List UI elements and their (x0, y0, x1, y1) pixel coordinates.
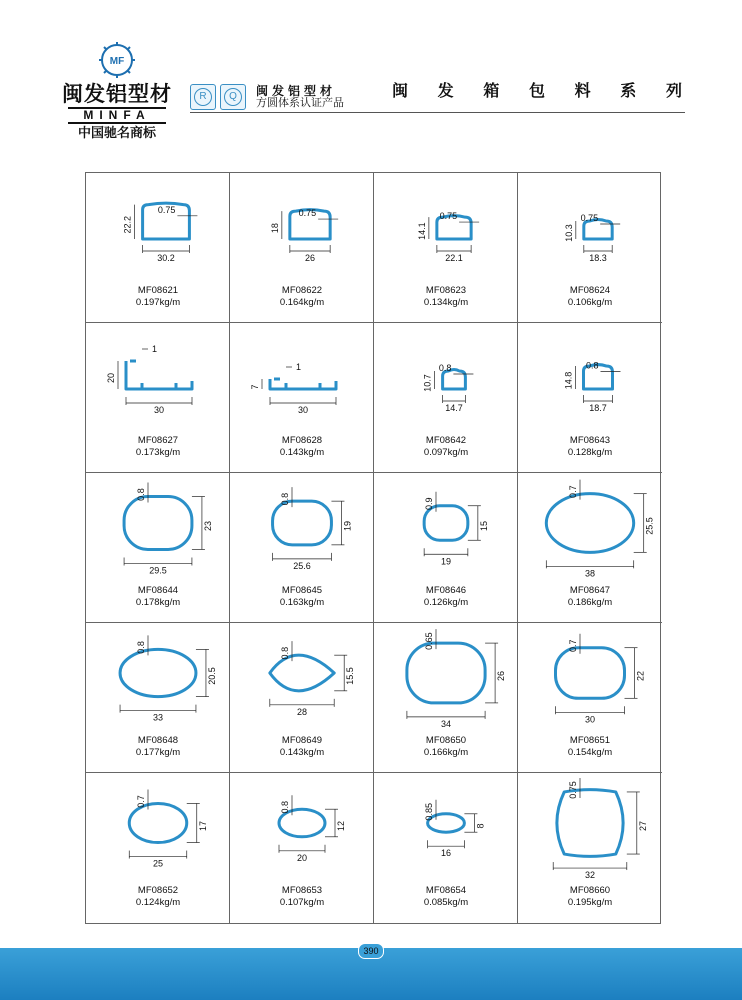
brand-logo (62, 40, 172, 138)
profile-cell (374, 173, 518, 323)
profile-weight: 0.178kg/m (135, 597, 181, 608)
brand-emblem-text: MF (109, 56, 125, 67)
profile-outline (273, 501, 332, 545)
profile-weight: 0.128kg/m (567, 447, 613, 458)
profile-weight: 0.124kg/m (135, 897, 181, 908)
height-label: 26 (496, 670, 507, 682)
thickness-label: 0.7 (568, 639, 578, 652)
height-label: 25.5 (644, 517, 655, 535)
height-label: 19 (342, 520, 353, 532)
thickness-label: 0.8 (280, 492, 290, 506)
profile-cell (518, 173, 662, 323)
profile-code: MF08627 (137, 435, 179, 446)
height-label: 20.5 (206, 667, 217, 685)
profile-caption (86, 885, 230, 909)
height-label: 22.2 (122, 216, 133, 234)
profile-caption (374, 435, 518, 459)
profile-cell (230, 623, 374, 773)
brand-english: MINFA (68, 107, 166, 124)
height-label: 18 (269, 223, 280, 234)
profile-caption (86, 435, 230, 459)
profile-drawing (86, 773, 230, 883)
profile-outline (407, 643, 485, 703)
profile-drawing (518, 473, 662, 583)
profile-code: MF08651 (569, 735, 611, 746)
thickness-label: 0.75 (568, 781, 578, 799)
width-label: 26 (304, 253, 316, 263)
profile-drawing (86, 473, 230, 583)
profile-drawing (374, 173, 518, 283)
profile-cell (86, 173, 230, 323)
certification-mark (190, 84, 344, 110)
profile-code: MF08628 (281, 435, 323, 446)
profile-weight: 0.166kg/m (423, 747, 469, 758)
width-label: 30 (153, 405, 165, 415)
profile-weight: 0.195kg/m (567, 897, 613, 908)
width-label: 34 (440, 718, 452, 729)
profile-caption (374, 885, 518, 909)
profile-code: MF08643 (569, 435, 611, 446)
profile-caption (518, 585, 662, 609)
profile-caption (230, 285, 374, 309)
width-label: 28 (296, 706, 308, 717)
cert-line1: 闽发铝型材 (256, 84, 337, 98)
thickness-label: 0.75 (157, 204, 176, 215)
height-label: 17 (197, 820, 208, 832)
thickness-label: 0.75 (298, 208, 317, 219)
profile-code: MF08642 (425, 435, 467, 446)
profile-cell (86, 323, 230, 473)
profile-weight: 0.143kg/m (279, 447, 325, 458)
profile-weight: 0.134kg/m (423, 297, 469, 308)
height-label: 15.5 (345, 667, 356, 685)
profile-cell (374, 773, 518, 923)
profile-code: MF08652 (137, 885, 179, 896)
series-char: 列 (665, 81, 682, 100)
thickness-label: 0.75 (580, 213, 599, 223)
profile-drawing (374, 323, 518, 433)
profile-code: MF08653 (281, 885, 323, 896)
profile-code: MF08621 (137, 285, 179, 296)
profile-caption (374, 585, 518, 609)
thickness-label: 0.85 (424, 803, 434, 821)
profile-cell (230, 173, 374, 323)
profile-caption (518, 435, 662, 459)
profile-grid (85, 172, 661, 924)
profile-weight: 0.163kg/m (279, 597, 325, 608)
cert-badge-r-letter: R (194, 88, 212, 106)
width-label: 16 (440, 848, 452, 859)
profile-drawing (86, 173, 230, 283)
profile-caption (230, 585, 374, 609)
page-number: 390 (358, 943, 384, 959)
profile-cell (518, 323, 662, 473)
thickness-label: 0.7 (568, 485, 578, 498)
profile-caption (374, 735, 518, 759)
profile-drawing (230, 323, 374, 433)
width-label: 25 (152, 858, 164, 869)
profile-cell (86, 473, 230, 623)
thickness-label: 0.8 (585, 360, 599, 371)
profile-drawing (374, 623, 518, 733)
width-label: 30.2 (157, 253, 175, 263)
cert-line2: 方圆体系认证产品 (256, 97, 344, 109)
profile-weight: 0.143kg/m (279, 747, 325, 758)
profile-drawing (230, 773, 374, 883)
profile-code: MF08650 (425, 735, 467, 746)
height-label: 8 (475, 823, 486, 829)
profile-cell (518, 473, 662, 623)
thickness-label: 0.9 (424, 497, 434, 511)
profile-cell (374, 473, 518, 623)
series-title (392, 78, 682, 101)
profile-code: MF08648 (137, 735, 179, 746)
profile-drawing (230, 473, 374, 583)
profile-caption (230, 435, 374, 459)
profile-cell (86, 773, 230, 923)
cert-badge-q-letter: Q (224, 88, 242, 106)
height-label: 20 (106, 372, 116, 384)
profile-drawing (230, 173, 374, 283)
profile-code: MF08645 (281, 585, 323, 596)
profile-drawing (518, 173, 662, 283)
profile-outline (270, 655, 334, 691)
profile-cell (374, 323, 518, 473)
width-label: 30 (584, 714, 596, 725)
profile-cell (230, 473, 374, 623)
profile-weight: 0.186kg/m (567, 597, 613, 608)
profile-cell (374, 623, 518, 773)
thickness-label: 0.8 (438, 363, 452, 373)
profile-outline (120, 649, 196, 696)
height-label: 23 (202, 520, 213, 532)
profile-code: MF08644 (137, 585, 179, 596)
profile-code: MF08660 (569, 885, 611, 896)
thickness-label: 1 (152, 344, 158, 354)
profile-code: MF08649 (281, 735, 323, 746)
profile-weight: 0.197kg/m (135, 297, 181, 308)
series-char: 系 (620, 81, 637, 100)
profile-caption (518, 885, 662, 909)
header-divider (190, 112, 685, 113)
width-label: 25.6 (293, 560, 311, 571)
profile-outline (556, 648, 625, 699)
profile-drawing (86, 623, 230, 733)
profile-weight: 0.106kg/m (567, 297, 613, 308)
profile-code: MF08654 (425, 885, 467, 896)
profile-caption (86, 585, 230, 609)
profile-drawing (518, 773, 662, 883)
profile-cell (86, 623, 230, 773)
profile-outline (126, 361, 192, 389)
profile-outline (270, 379, 336, 389)
profile-code: MF08623 (425, 285, 467, 296)
width-label: 18.7 (589, 403, 607, 413)
thickness-label: 0.8 (136, 641, 146, 654)
profile-code: MF08622 (281, 285, 323, 296)
height-label: 12 (336, 820, 346, 832)
width-label: 22.1 (445, 253, 463, 263)
profile-caption (86, 285, 230, 309)
height-label: 10.3 (563, 224, 574, 242)
brand-slogan: 中国驰名商标 (77, 125, 156, 140)
profile-caption (230, 735, 374, 759)
width-label: 29.5 (149, 565, 167, 576)
profile-caption (86, 735, 230, 759)
profile-outline (557, 790, 623, 857)
height-label: 14.1 (416, 222, 427, 240)
width-label: 18.3 (589, 253, 607, 263)
thickness-label: 0.8 (280, 646, 290, 660)
brand-emblem-icon (97, 40, 137, 80)
width-label: 33 (152, 712, 164, 723)
profile-cell (518, 773, 662, 923)
profile-weight: 0.177kg/m (135, 747, 181, 758)
profile-drawing (230, 623, 374, 733)
profile-drawing (86, 323, 230, 433)
profile-code: MF08646 (425, 585, 467, 596)
thickness-label: 1 (296, 362, 302, 372)
profile-cell (230, 773, 374, 923)
width-label: 38 (584, 568, 596, 579)
profile-cell (518, 623, 662, 773)
width-label: 20 (296, 852, 308, 863)
height-label: 27 (637, 820, 648, 832)
profile-drawing (374, 473, 518, 583)
width-label: 32 (584, 870, 596, 881)
profile-code: MF08647 (569, 585, 611, 596)
width-label: 30 (297, 405, 309, 415)
profile-outline (124, 497, 192, 550)
height-label: 15 (478, 520, 489, 532)
profile-caption (374, 285, 518, 309)
width-label: 14.7 (445, 403, 463, 413)
series-char: 包 (528, 81, 545, 100)
cert-badge-r (190, 84, 216, 110)
profile-cell (230, 323, 374, 473)
profile-drawing (518, 323, 662, 433)
profile-weight: 0.085kg/m (423, 897, 469, 908)
profile-outline (546, 494, 633, 553)
profile-weight: 0.154kg/m (567, 747, 613, 758)
height-label: 14.8 (563, 371, 574, 390)
profile-weight: 0.097kg/m (423, 447, 469, 458)
series-char: 发 (437, 81, 454, 100)
profile-caption (230, 885, 374, 909)
profile-weight: 0.126kg/m (423, 597, 469, 608)
cert-badge-q (220, 84, 246, 110)
height-label: 22 (635, 670, 646, 682)
thickness-label: 0.7 (136, 795, 146, 808)
height-label: 7 (250, 384, 260, 390)
width-label: 19 (440, 556, 452, 567)
profile-code: MF08624 (569, 285, 611, 296)
series-char: 料 (574, 81, 591, 100)
profile-weight: 0.173kg/m (135, 447, 181, 458)
series-char: 闽 (392, 81, 409, 100)
series-char: 箱 (483, 81, 500, 100)
profile-weight: 0.164kg/m (279, 297, 325, 308)
thickness-label: 0.8 (136, 488, 146, 501)
profile-weight: 0.107kg/m (279, 897, 325, 908)
profile-drawing (374, 773, 518, 883)
height-label: 10.7 (422, 374, 433, 392)
thickness-label: 0.8 (280, 800, 290, 814)
profile-caption (518, 735, 662, 759)
profile-caption (518, 285, 662, 309)
thickness-label: 0.75 (439, 211, 458, 222)
brand-name: 闽发铝型材 (62, 81, 172, 106)
profile-drawing (518, 623, 662, 733)
profile-outline (129, 803, 187, 842)
thickness-label: 0.65 (424, 632, 434, 650)
